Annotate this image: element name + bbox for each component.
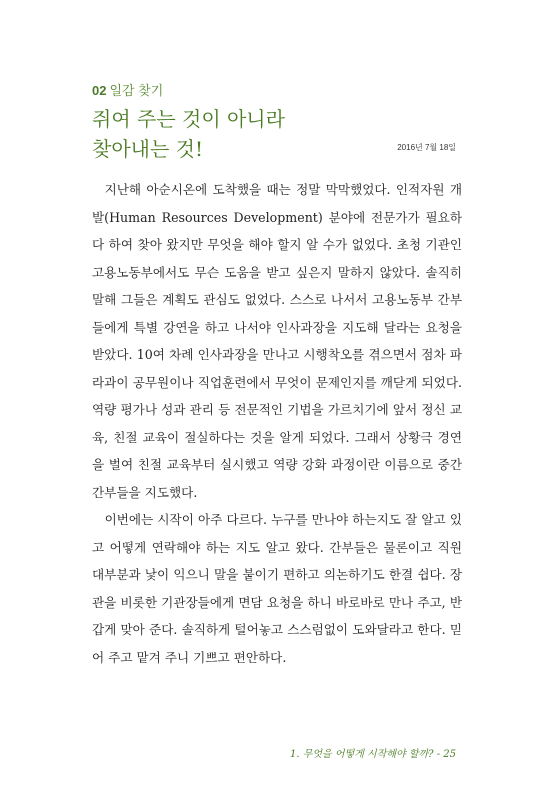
body-text [92,176,462,671]
page-footer: 1. 무엇을 어떻게 시작해야 할까? - 25 [290,749,456,760]
title-line-1: 쥐여 주는 것이 아니라 [92,107,285,131]
title-line-2: 찾아내는 것! [92,137,203,161]
section-name: 일감 찾기 [109,83,164,98]
paragraph-2: 이번에는 시작이 아주 다르다. 누구를 만나야 하는지도 잘 알고 있고 어떻게 연락해야 하는 지도 알고 왔다. 간부들은 물론이고 직원 대부분과 낯이 익으니 말을 붙이기 편하고 의논하기도 한결 쉽다. 장관을 비롯한 기관장들에게 면담 요청을 하니 바로바로 만나 주고, 반갑게 맞아 준다. 솔직하게 털어놓고 스스럼없이 도와달라고 한다. 믿어 주고 맡겨 주니 기쁘고 편안하다. [92,512,462,665]
paragraph-1: 지난해 아순시온에 도착했을 때는 정말 막막했었다. 인적자원 개발(Human Resources Development) 분야에 전문가가 필요하다 하여 찾아 왔지만 무엇을 해야 할지 알 수가 없었다. 초청 기관인 고용노동부에서도 무슨 도움을 받고 싶은지 말하지 않았다. 솔직히 말해 그들은 계획도 관심도 없었다. 스스로 나서서 고용노동부 간부들에게 특별 강연을 하고 나서야 인사과장을 지도해 달라는 요청을 받았다. 10여 차례 인사과장을 만나고 시행착오를 겪으면서 점차 파라과이 공무원이나 직업훈련에서 무엇이 문제인지를 깨닫게 되었다. 역량 평가나 성과 관리 등 전문적인 기법을 가르치기에 앞서 정신 교육, 친절 교육이 절실하다는 것을 알게 되었다. 그래서 상황극 경연을 벌여 친절 교육부터 실시했고 역량 강화 과정이란 이름으로 중간 간부들을 지도했다. [92,182,462,500]
section-number: 02 [92,83,107,98]
page-title [92,104,285,164]
section-label [92,80,163,99]
entry-date: 2016년 7월 18일 [397,143,456,152]
